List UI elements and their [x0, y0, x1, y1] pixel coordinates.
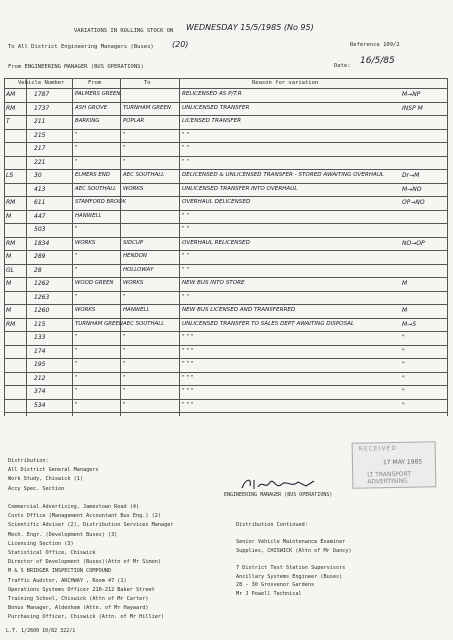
cell-vehicle-number: 611: [34, 199, 46, 206]
cell-from: PALMERS GREEN: [75, 91, 121, 97]
cell-code-change: M→NO: [402, 185, 422, 193]
cell-from: ": [75, 361, 78, 367]
signature-image: [240, 476, 320, 492]
distribution-line: Licensing Section (3): [8, 540, 74, 547]
table-row: [4, 346, 447, 357]
reference-number: Reference 109/2: [350, 42, 400, 48]
cell-vehicle-number: 503: [34, 226, 46, 233]
cell-code-change: M: [402, 280, 408, 287]
recipient-count: (20): [172, 40, 189, 49]
cell-reason: " ": [182, 131, 189, 138]
table-row: [4, 116, 447, 127]
cell-code-change: ": [402, 374, 405, 382]
table-row: [4, 332, 447, 343]
cell-reason: " ": [182, 145, 189, 151]
distribution-line: Accy Spec. Section: [8, 485, 65, 492]
cell-to: SIDCUP: [123, 239, 144, 246]
cell-vehicle-number: 28: [34, 266, 42, 274]
cell-from: AEC SOUTHALL: [75, 185, 117, 192]
cell-code-change: OP→NO: [402, 199, 425, 206]
cell-reason: " " ": [182, 401, 194, 408]
cell-from: WORKS: [75, 239, 96, 246]
table-row: [4, 400, 447, 411]
from-line: From ENGINEERING MANAGER (BUS OPERATIONS): [8, 64, 144, 70]
cell-reason: LICENSED TRANSFER: [182, 118, 242, 124]
signatory-title: ENGINEERING MANAGER (BUS OPERATIONS): [224, 492, 333, 498]
distribution-line: Costs Office (Management Accountant Bus Eng.) (2): [8, 513, 162, 520]
table-row: [4, 373, 447, 384]
cell-reason: " ": [182, 226, 189, 232]
cell-to: AEC SOUTHALL: [123, 172, 165, 178]
table-row: [4, 359, 447, 370]
table-row: [4, 143, 447, 154]
cell-to: WORKS: [123, 280, 144, 286]
cell-from: ": [75, 401, 78, 408]
cell-from: ": [75, 226, 78, 232]
cell-from: BARKING: [75, 118, 100, 124]
cell-vehicle-number: 174: [34, 347, 46, 355]
cell-reason: NEW BUS LICENSED AND TRANSFERRED: [182, 307, 296, 313]
distribution-continued-line: Supplies, CHISWICK (Attn of Mr Dancy): [236, 547, 352, 554]
cell-vehicle-number: 413: [34, 185, 46, 193]
cell-class-code: AM: [6, 91, 16, 98]
stamp-dept: LT TRANSPORT ADVERTISING: [367, 470, 412, 486]
distribution-line: Distribution:: [8, 458, 49, 464]
cell-vehicle-number: 534: [34, 401, 46, 409]
cell-vehicle-number: 195: [34, 361, 46, 368]
distribution-line: Training School, Chiswick (Attn of Mr Carter): [8, 596, 149, 602]
cell-reason: " " ": [182, 347, 194, 354]
cell-reason: UNLICENSED TRANSFER INTO OVERHAUL: [182, 185, 298, 192]
document-title: VARIATIONS IN ROLLING STOCK ON: [74, 28, 174, 34]
table-row: [4, 319, 447, 330]
cell-code-change: NO→OP: [402, 239, 425, 247]
cell-to: ": [123, 145, 126, 151]
distribution-line: M & S BRIDGER INSPECTION COMPOUND: [8, 568, 112, 575]
distribution-continued-line: Distribution Continued:: [236, 522, 308, 528]
table-row: [4, 278, 447, 289]
distribution-continued-line: Ancillary Systems Engineer (Buses): [236, 573, 343, 580]
cell-vehicle-number: 221: [34, 158, 46, 166]
cell-from: ": [75, 388, 78, 394]
cell-reason: " " ": [182, 374, 194, 381]
table-row: [4, 305, 447, 316]
cell-code-change: ": [402, 401, 405, 409]
distribution-continued-line: Mr J Powell Technical: [236, 590, 302, 597]
cell-to: ": [123, 293, 126, 300]
cell-reason: " ": [182, 253, 189, 259]
cell-reason: " " ": [182, 361, 194, 367]
cell-class-code: GL: [6, 266, 14, 274]
header-from: From: [88, 80, 102, 86]
cell-from: TURNHAM GREEN: [75, 320, 123, 327]
table-row: [4, 89, 447, 100]
cell-to: WORKS: [123, 185, 144, 192]
table-row: [4, 224, 447, 235]
table-row: [4, 103, 447, 114]
distribution-continued-line: 28 - 30 Grosvenor Gardens: [236, 582, 315, 589]
cell-from: ": [75, 131, 78, 138]
cell-code-change: M→NP: [402, 91, 421, 98]
cell-class-code: M: [6, 212, 12, 220]
cell-vehicle-number: 1787: [34, 91, 50, 98]
cell-from: ": [75, 253, 78, 259]
table-row: [4, 211, 447, 222]
cell-reason: " ": [182, 293, 189, 300]
cell-reason: DELICENSED & UNLICENSED TRANSFER - STORED AWAITING OVERHAUL: [182, 172, 385, 178]
cell-code-change: ": [402, 388, 405, 395]
cell-reason: UNLICENSED TRANSFER TO SALES DEPT AWAITING DISPOSAL: [182, 320, 355, 327]
distribution-continued-line: 7 District Test Station Supervisors: [236, 565, 346, 571]
table-row: [4, 265, 447, 276]
table-row: [4, 197, 447, 208]
cell-vehicle-number: 211: [34, 118, 46, 125]
cell-reason: " ": [182, 212, 189, 219]
stamp-date: 17 MAY 1985: [382, 458, 423, 467]
handwritten-date-title: WEDNESDAY 15/5/1985 (No 95): [186, 23, 314, 32]
table-row: [4, 184, 447, 195]
stamp-received: RECEIVED: [358, 444, 398, 453]
cell-reason: " " ": [182, 334, 194, 340]
distribution-line: Traffic Auditor, ARCHWAY , Room 47 (1): [8, 577, 127, 584]
cell-to: ": [123, 401, 126, 408]
header-reason: Reason for variation: [252, 80, 319, 86]
distribution-line: Mech. Engr. (Development Buses) (3): [8, 531, 118, 538]
cell-to: TURNHAM GREEN: [123, 104, 171, 111]
cell-vehicle-number: 374: [34, 388, 46, 395]
cell-code-change: M: [402, 307, 408, 314]
distribution-line: Director of Development (Buses)(Attn of Mr Simon): [8, 559, 162, 566]
distribution-line: Purchasing Officer, Chiswick (Attn. of Mr Hillier): [8, 614, 165, 621]
cell-to: ": [123, 131, 126, 138]
table-row: [4, 130, 447, 141]
distribution-line: Statistical Office, Chiswick: [8, 550, 96, 556]
variations-table: [4, 78, 447, 416]
distribution-continued-line: Senior Vehicle Maintenance Examiner: [236, 539, 346, 546]
table-row: [4, 292, 447, 303]
cell-vehicle-number: 447: [34, 212, 46, 220]
header-to: To: [144, 80, 151, 86]
cell-to: ": [123, 347, 126, 354]
cell-to: ": [123, 361, 126, 367]
cell-reason: " ": [182, 158, 189, 165]
cell-vehicle-number: 1834: [34, 239, 50, 247]
cell-to: ": [123, 388, 126, 394]
distribution-line: Work Study, Chiswick (1): [8, 476, 83, 483]
cell-class-code: T: [6, 118, 10, 125]
cell-code-change: M→S: [402, 320, 417, 328]
cell-class-code: LS: [6, 172, 14, 179]
cell-class-code: M: [6, 253, 12, 260]
cell-vehicle-number: 289: [34, 253, 46, 260]
cell-vehicle-number: 217: [34, 145, 46, 152]
cell-class-code: RM: [6, 104, 16, 112]
cell-to: ": [123, 374, 126, 381]
cell-from: ": [75, 266, 78, 273]
cell-from: HANWELL: [75, 212, 102, 219]
distribution-line: Commercial Advertising, Jamestown Road (4): [8, 504, 140, 510]
table-row: [4, 386, 447, 397]
cell-vehicle-number: 1260: [34, 307, 50, 314]
table-row: [4, 170, 447, 181]
cell-class-code: RM: [6, 320, 16, 328]
cell-vehicle-number: 1263: [34, 293, 50, 301]
date-value: 16/5/85: [360, 56, 395, 66]
cell-reason: RELICENSED AS P/T.R: [182, 91, 242, 97]
distribution-line: All District General Managers: [8, 467, 99, 474]
cell-class-code: M: [6, 280, 12, 287]
cell-vehicle-number: 212: [34, 374, 46, 382]
table-row: [4, 251, 447, 262]
cell-reason: OVERHAUL RELICENSED: [182, 239, 250, 246]
cell-class-code: M: [6, 307, 12, 314]
cell-code-change: ": [402, 334, 405, 341]
cell-vehicle-number: 1737: [34, 104, 50, 112]
cell-from: WORKS: [75, 307, 96, 313]
cell-reason: " " ": [182, 388, 194, 394]
cell-from: ": [75, 293, 78, 300]
cell-reason: NEW BUS INTO STORE: [182, 280, 245, 286]
distribution-line: Scientific Adviser (2), Distribution Services Manager: [8, 522, 174, 529]
cell-from: STAMFORD BROOK: [75, 199, 126, 205]
cell-code-change: ": [402, 361, 405, 368]
table-row: [4, 238, 447, 249]
cell-reason: UNLICENSED TRANSFER: [182, 104, 250, 111]
cell-from: WOOD GREEN: [75, 280, 114, 286]
cell-from: ": [75, 334, 78, 340]
cell-class-code: RM: [6, 239, 16, 247]
distribution-line: Operations Systems Officer 210-212 Baker Street: [8, 586, 155, 593]
recipients-line: To All District Engineering Managers (Buses): [8, 44, 154, 50]
cell-vehicle-number: 30: [34, 172, 42, 179]
received-stamp: [352, 441, 437, 488]
cell-from: ": [75, 347, 78, 354]
cell-code-change: ": [402, 347, 405, 355]
table-row: [4, 157, 447, 168]
cell-vehicle-number: 215: [34, 131, 46, 139]
cell-from: ": [75, 158, 78, 165]
cell-to: HANWELL: [123, 307, 150, 313]
header-vehicle-number: Vehicle Number: [18, 80, 65, 86]
form-code: L.T. 1/2600 10/82 322/1: [6, 628, 76, 634]
cell-vehicle-number: 133: [34, 334, 46, 341]
cell-to: ": [123, 334, 126, 340]
cell-to: ": [123, 158, 126, 165]
cell-from: ELMERS END: [75, 172, 110, 178]
cell-vehicle-number: 115: [34, 320, 46, 328]
cell-to: POPLAR: [123, 118, 145, 124]
distribution-line: Bonus Manager, Aldenham (Attn. of Mr Hayward): [8, 605, 149, 612]
date-label: Date:: [334, 63, 351, 69]
cell-code-change: Dr→M: [402, 172, 420, 179]
cell-to: HOLLOWAY: [123, 266, 154, 273]
cell-reason: " ": [182, 266, 189, 273]
cell-from: ASH GROVE: [75, 104, 108, 111]
cell-reason: OVERHAUL DELICENSED: [182, 199, 251, 205]
cell-code-change: INSP M: [402, 104, 423, 112]
cell-from: ": [75, 374, 78, 381]
cell-vehicle-number: 1262: [34, 280, 50, 287]
cell-class-code: RM: [6, 199, 16, 206]
cell-to: HENDON: [123, 253, 147, 259]
cell-to: AEC SOUTHALL: [123, 320, 165, 327]
cell-from: ": [75, 145, 78, 151]
